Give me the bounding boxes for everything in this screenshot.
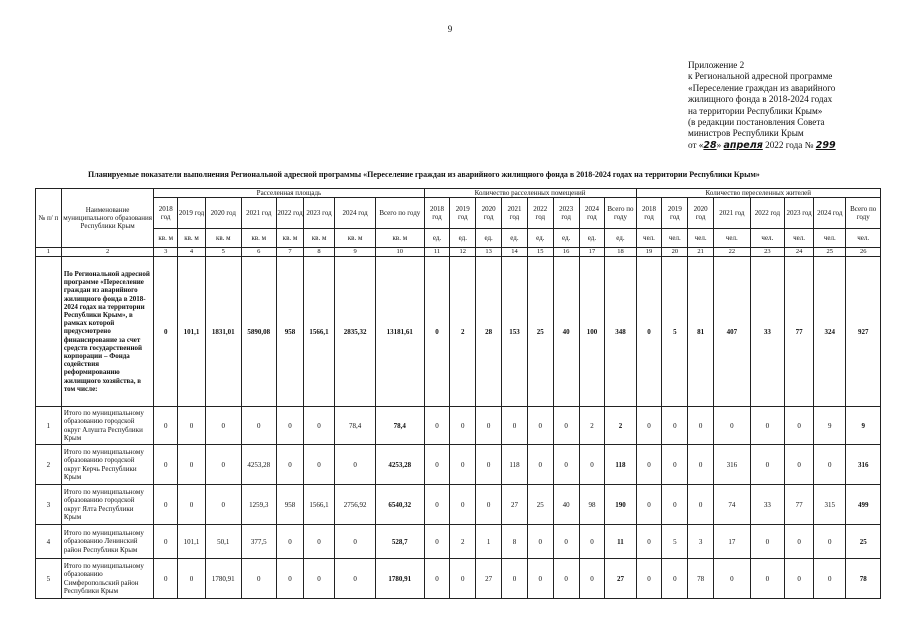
- cell-people: 0: [814, 445, 846, 485]
- cell-rooms: 100: [579, 257, 605, 407]
- cell-area: 0: [277, 559, 304, 599]
- cell-area: 1566,1: [303, 485, 334, 525]
- col-unit-people: чел.: [785, 229, 814, 248]
- cell-people: 77: [785, 485, 814, 525]
- cell-rooms: 11: [605, 525, 636, 559]
- col-unit-area: кв. м: [206, 229, 242, 248]
- col-header-year-area: 2023 год: [303, 198, 334, 229]
- cell-people: 33: [750, 257, 784, 407]
- col-header-year-rooms: 2021 год: [502, 198, 528, 229]
- date-year: 2022 года №: [762, 139, 816, 150]
- table-row: [36, 485, 881, 525]
- appendix-line: «Переселение граждан из аварийного: [688, 82, 836, 93]
- cell-rooms: 25: [527, 485, 553, 525]
- cell-area: 0: [178, 485, 206, 525]
- col-header-year-area: 2019 год: [178, 198, 206, 229]
- cell-rooms: 2: [579, 407, 605, 445]
- cell-rooms: 40: [553, 485, 579, 525]
- indicators-table: [35, 188, 881, 599]
- column-index: 8: [303, 248, 334, 257]
- cell-rooms: 0: [424, 525, 450, 559]
- col-header-year-area: 2021 год: [241, 198, 277, 229]
- cell-rooms: 40: [553, 257, 579, 407]
- cell-people: 0: [750, 525, 784, 559]
- cell-people: 74: [714, 485, 751, 525]
- column-index: 3: [154, 248, 178, 257]
- cell-people: 0: [785, 407, 814, 445]
- cell-rooms: 2: [605, 407, 636, 445]
- column-index: 18: [605, 248, 636, 257]
- cell-rooms: 0: [527, 407, 553, 445]
- decree-number-handwritten: 299: [815, 139, 836, 151]
- col-unit-rooms: ед.: [553, 229, 579, 248]
- column-index: 7: [277, 248, 304, 257]
- cell-rooms: 2: [450, 525, 476, 559]
- cell-rooms: 27: [476, 559, 502, 599]
- cell-rooms: 0: [424, 485, 450, 525]
- cell-rooms: 0: [502, 407, 528, 445]
- cell-rooms: 2: [450, 257, 476, 407]
- col-unit-rooms: ед.: [502, 229, 528, 248]
- col-unit-people: чел.: [636, 229, 662, 248]
- cell-rooms: 0: [450, 559, 476, 599]
- cell-rooms: 0: [424, 407, 450, 445]
- cell-people: 407: [714, 257, 751, 407]
- cell-rooms: 0: [527, 559, 553, 599]
- cell-rooms: 0: [579, 445, 605, 485]
- cell-area: 0: [277, 407, 304, 445]
- cell-rooms: 1: [476, 525, 502, 559]
- cell-area: 0: [241, 407, 277, 445]
- col-unit-rooms: ед.: [476, 229, 502, 248]
- cell-people: 927: [846, 257, 881, 407]
- cell-rooms: 0: [450, 445, 476, 485]
- group-header-rooms: Количество расселенных помещений: [424, 189, 636, 198]
- col-unit-people: чел.: [688, 229, 714, 248]
- col-unit-area: кв. м: [154, 229, 178, 248]
- cell-area: 377,5: [241, 525, 277, 559]
- cell-rooms: 25: [527, 257, 553, 407]
- row-number: 1: [36, 407, 62, 445]
- cell-area: 0: [154, 485, 178, 525]
- cell-people: 0: [636, 257, 662, 407]
- cell-rooms: 0: [450, 407, 476, 445]
- col-header-total-rooms: Всего по году: [605, 198, 636, 229]
- cell-rooms: 0: [579, 559, 605, 599]
- col-unit-area: кв. м: [241, 229, 277, 248]
- col-header-num: № п/ п: [36, 189, 62, 248]
- cell-rooms: 98: [579, 485, 605, 525]
- cell-people: 0: [662, 407, 688, 445]
- col-header-year-rooms: 2023 год: [553, 198, 579, 229]
- cell-area: 0: [154, 559, 178, 599]
- col-header-year-people: 2023 год: [785, 198, 814, 229]
- cell-area: 0: [277, 445, 304, 485]
- cell-people: 499: [846, 485, 881, 525]
- col-header-year-people: 2020 год: [688, 198, 714, 229]
- table-row: [36, 525, 881, 559]
- cell-people: 78: [688, 559, 714, 599]
- cell-rooms: 0: [553, 445, 579, 485]
- column-index: 17: [579, 248, 605, 257]
- row-number: 4: [36, 525, 62, 559]
- appendix-line: жилищного фонда в 2018-2024 годах: [688, 94, 833, 105]
- cell-people: 0: [750, 559, 784, 599]
- col-header-total-area: Всего по году: [376, 198, 425, 229]
- cell-rooms: 0: [502, 559, 528, 599]
- column-index: 5: [206, 248, 242, 257]
- column-index: 14: [502, 248, 528, 257]
- column-index: 1: [36, 248, 62, 257]
- cell-area: 0: [303, 525, 334, 559]
- cell-rooms: 118: [502, 445, 528, 485]
- cell-people: 0: [785, 559, 814, 599]
- column-index: 13: [476, 248, 502, 257]
- cell-area: 528,7: [376, 525, 425, 559]
- cell-people: 0: [714, 559, 751, 599]
- cell-people: 0: [636, 485, 662, 525]
- col-header-year-rooms: 2018 год: [424, 198, 450, 229]
- appendix-line: к Региональной адресной программе: [688, 71, 833, 82]
- appendix-line: Приложение 2: [688, 60, 745, 70]
- cell-people: 0: [814, 525, 846, 559]
- cell-rooms: 0: [424, 559, 450, 599]
- cell-people: 0: [785, 445, 814, 485]
- cell-area: 5890,08: [241, 257, 277, 407]
- column-index: 25: [814, 248, 846, 257]
- cell-rooms: 28: [476, 257, 502, 407]
- col-header-name: Наименование муниципального образования Республики Крым: [61, 189, 154, 248]
- cell-people: 78: [846, 559, 881, 599]
- page-number: 9: [447, 24, 453, 34]
- col-header-year-people: 2019 год: [662, 198, 688, 229]
- col-header-year-people: 2018 год: [636, 198, 662, 229]
- municipality-name: Итого по муниципальному образованию Ленинский район Республики Крым: [61, 525, 154, 559]
- col-unit-area: кв. м: [277, 229, 304, 248]
- appendix-line: (в редакции постановления Совета: [688, 117, 825, 128]
- cell-people: 0: [636, 559, 662, 599]
- municipality-name: Итого по муниципальному образованию городской округ Ялта Республики Крым: [61, 485, 154, 525]
- cell-people: 0: [688, 407, 714, 445]
- col-unit-people: чел.: [714, 229, 751, 248]
- date-day-handwritten: 28: [703, 139, 717, 151]
- col-unit-people: чел.: [750, 229, 784, 248]
- date-month-handwritten: апреля: [723, 139, 763, 151]
- cell-area: 0: [335, 559, 376, 599]
- col-unit-rooms: ед.: [450, 229, 476, 248]
- cell-rooms: 0: [476, 407, 502, 445]
- table-row-program-total: [36, 257, 881, 407]
- cell-people: 0: [636, 525, 662, 559]
- col-unit-rooms: ед.: [605, 229, 636, 248]
- appendix-line: министров Республики Крым: [688, 128, 804, 139]
- column-index: 20: [662, 248, 688, 257]
- cell-area: 958: [277, 485, 304, 525]
- cell-rooms: 0: [527, 525, 553, 559]
- col-unit-area: кв. м: [178, 229, 206, 248]
- col-header-year-rooms: 2024 год: [579, 198, 605, 229]
- col-unit-area: кв. м: [335, 229, 376, 248]
- col-unit-people: чел.: [814, 229, 846, 248]
- cell-rooms: 0: [450, 485, 476, 525]
- cell-rooms: 190: [605, 485, 636, 525]
- column-index: 24: [785, 248, 814, 257]
- cell-people: 77: [785, 257, 814, 407]
- col-header-year-area: 2018 год: [154, 198, 178, 229]
- table-row: [36, 559, 881, 599]
- column-index: 16: [553, 248, 579, 257]
- cell-area: 0: [206, 445, 242, 485]
- table-row: [36, 407, 881, 445]
- column-index: 21: [688, 248, 714, 257]
- cell-people: 0: [662, 445, 688, 485]
- cell-area: 50,1: [206, 525, 242, 559]
- cell-rooms: 0: [553, 525, 579, 559]
- col-header-year-area: 2020 год: [206, 198, 242, 229]
- row-number: 5: [36, 559, 62, 599]
- cell-people: 315: [814, 485, 846, 525]
- cell-area: 0: [206, 407, 242, 445]
- col-header-year-people: 2024 год: [814, 198, 846, 229]
- cell-area: 0: [206, 485, 242, 525]
- cell-area: 0: [154, 407, 178, 445]
- cell-people: 0: [785, 525, 814, 559]
- cell-people: 5: [662, 257, 688, 407]
- cell-area: 6540,32: [376, 485, 425, 525]
- group-header-people: Количество переселенных жителей: [636, 189, 880, 198]
- cell-rooms: 0: [476, 485, 502, 525]
- cell-area: 78,4: [376, 407, 425, 445]
- cell-people: 0: [662, 485, 688, 525]
- col-header-year-rooms: 2019 год: [450, 198, 476, 229]
- cell-people: 0: [814, 559, 846, 599]
- table-row: [36, 445, 881, 485]
- cell-people: 0: [750, 445, 784, 485]
- column-index: 6: [241, 248, 277, 257]
- cell-people: 81: [688, 257, 714, 407]
- cell-rooms: 153: [502, 257, 528, 407]
- cell-area: 2835,32: [335, 257, 376, 407]
- cell-rooms: 8: [502, 525, 528, 559]
- col-unit-people: чел.: [846, 229, 881, 248]
- cell-area: 2756,92: [335, 485, 376, 525]
- appendix-line: на территории Республики Крым»: [688, 105, 823, 116]
- cell-people: 0: [688, 445, 714, 485]
- cell-area: 0: [178, 559, 206, 599]
- municipality-name: Итого по муниципальному образованию городской округ Алушта Республики Крым: [61, 407, 154, 445]
- cell-people: 324: [814, 257, 846, 407]
- cell-area: 0: [335, 445, 376, 485]
- appendix-header: [688, 60, 893, 151]
- table-title: Планируемые показатели выполнения Региональной адресной программы «Переселение граждан из аварийного жилищного фонда в 2018-2024 годах на территории Республики Крым»: [88, 170, 760, 179]
- col-unit-people: чел.: [662, 229, 688, 248]
- cell-area: 101,1: [178, 525, 206, 559]
- cell-people: 9: [814, 407, 846, 445]
- row-number: 3: [36, 485, 62, 525]
- cell-area: 0: [303, 559, 334, 599]
- appendix-date-line: [688, 140, 893, 151]
- date-prefix: от «: [688, 139, 704, 150]
- date-mid: »: [716, 139, 724, 150]
- cell-people: 3: [688, 525, 714, 559]
- cell-area: 0: [335, 525, 376, 559]
- column-index: 11: [424, 248, 450, 257]
- cell-area: 78,4: [335, 407, 376, 445]
- cell-people: 316: [714, 445, 751, 485]
- row-number: [36, 257, 62, 407]
- column-index: 15: [527, 248, 553, 257]
- cell-rooms: 0: [527, 445, 553, 485]
- column-index: 12: [450, 248, 476, 257]
- cell-area: 0: [241, 559, 277, 599]
- cell-people: 0: [662, 559, 688, 599]
- cell-rooms: 0: [553, 559, 579, 599]
- column-index: 4: [178, 248, 206, 257]
- cell-area: 0: [303, 407, 334, 445]
- cell-rooms: 118: [605, 445, 636, 485]
- col-header-year-area: 2022 год: [277, 198, 304, 229]
- cell-people: 0: [636, 445, 662, 485]
- cell-area: 1780,91: [206, 559, 242, 599]
- cell-area: 0: [178, 407, 206, 445]
- cell-area: 0: [303, 445, 334, 485]
- municipality-name: По Региональной адресной программе «Переселение граждан из аварийного жилищного фонда в 2018-2024 годах на территории Республики Крым», в рамках которой предусмотрено финансирование за счет средств государственной корпорации – Фонда содействия реформированию жилищного хозяйства, в том числе:: [61, 257, 154, 407]
- cell-area: 4253,28: [376, 445, 425, 485]
- cell-rooms: 27: [605, 559, 636, 599]
- cell-people: 25: [846, 525, 881, 559]
- cell-people: 17: [714, 525, 751, 559]
- col-unit-area: кв. м: [303, 229, 334, 248]
- cell-rooms: 348: [605, 257, 636, 407]
- cell-area: 1566,1: [303, 257, 334, 407]
- cell-people: 0: [688, 485, 714, 525]
- cell-area: 0: [277, 525, 304, 559]
- column-index: 26: [846, 248, 881, 257]
- cell-rooms: 0: [579, 525, 605, 559]
- column-index: 23: [750, 248, 784, 257]
- cell-rooms: 0: [424, 445, 450, 485]
- cell-people: 0: [636, 407, 662, 445]
- municipality-name: Итого по муниципальному образованию городской округ Керчь Республики Крым: [61, 445, 154, 485]
- cell-area: 958: [277, 257, 304, 407]
- cell-area: 1259,3: [241, 485, 277, 525]
- row-number: 2: [36, 445, 62, 485]
- cell-area: 1831,01: [206, 257, 242, 407]
- col-unit-area: кв. м: [376, 229, 425, 248]
- cell-people: 316: [846, 445, 881, 485]
- group-header-area: Расселенная площадь: [154, 189, 424, 198]
- col-header-year-people: 2022 год: [750, 198, 784, 229]
- col-header-year-rooms: 2022 год: [527, 198, 553, 229]
- cell-people: 0: [750, 407, 784, 445]
- col-unit-rooms: ед.: [527, 229, 553, 248]
- col-header-total-people: Всего по году: [846, 198, 881, 229]
- col-header-year-area: 2024 год: [335, 198, 376, 229]
- cell-area: 0: [154, 257, 178, 407]
- cell-area: 1780,91: [376, 559, 425, 599]
- col-unit-rooms: ед.: [424, 229, 450, 248]
- cell-area: 13181,61: [376, 257, 425, 407]
- cell-area: 0: [154, 525, 178, 559]
- column-index: 22: [714, 248, 751, 257]
- column-index: 2: [61, 248, 154, 257]
- cell-area: 101,1: [178, 257, 206, 407]
- cell-rooms: 0: [476, 445, 502, 485]
- cell-rooms: 0: [553, 407, 579, 445]
- col-header-year-people: 2021 год: [714, 198, 751, 229]
- cell-rooms: 0: [424, 257, 450, 407]
- cell-people: 33: [750, 485, 784, 525]
- column-index: 9: [335, 248, 376, 257]
- cell-area: 4253,28: [241, 445, 277, 485]
- column-index: 19: [636, 248, 662, 257]
- column-index: 10: [376, 248, 425, 257]
- cell-people: 9: [846, 407, 881, 445]
- cell-area: 0: [154, 445, 178, 485]
- cell-people: 0: [714, 407, 751, 445]
- col-header-year-rooms: 2020 год: [476, 198, 502, 229]
- cell-area: 0: [178, 445, 206, 485]
- municipality-name: Итого по муниципальному образованию Симферопольский район Республики Крым: [61, 559, 154, 599]
- cell-rooms: 27: [502, 485, 528, 525]
- cell-people: 5: [662, 525, 688, 559]
- col-unit-rooms: ед.: [579, 229, 605, 248]
